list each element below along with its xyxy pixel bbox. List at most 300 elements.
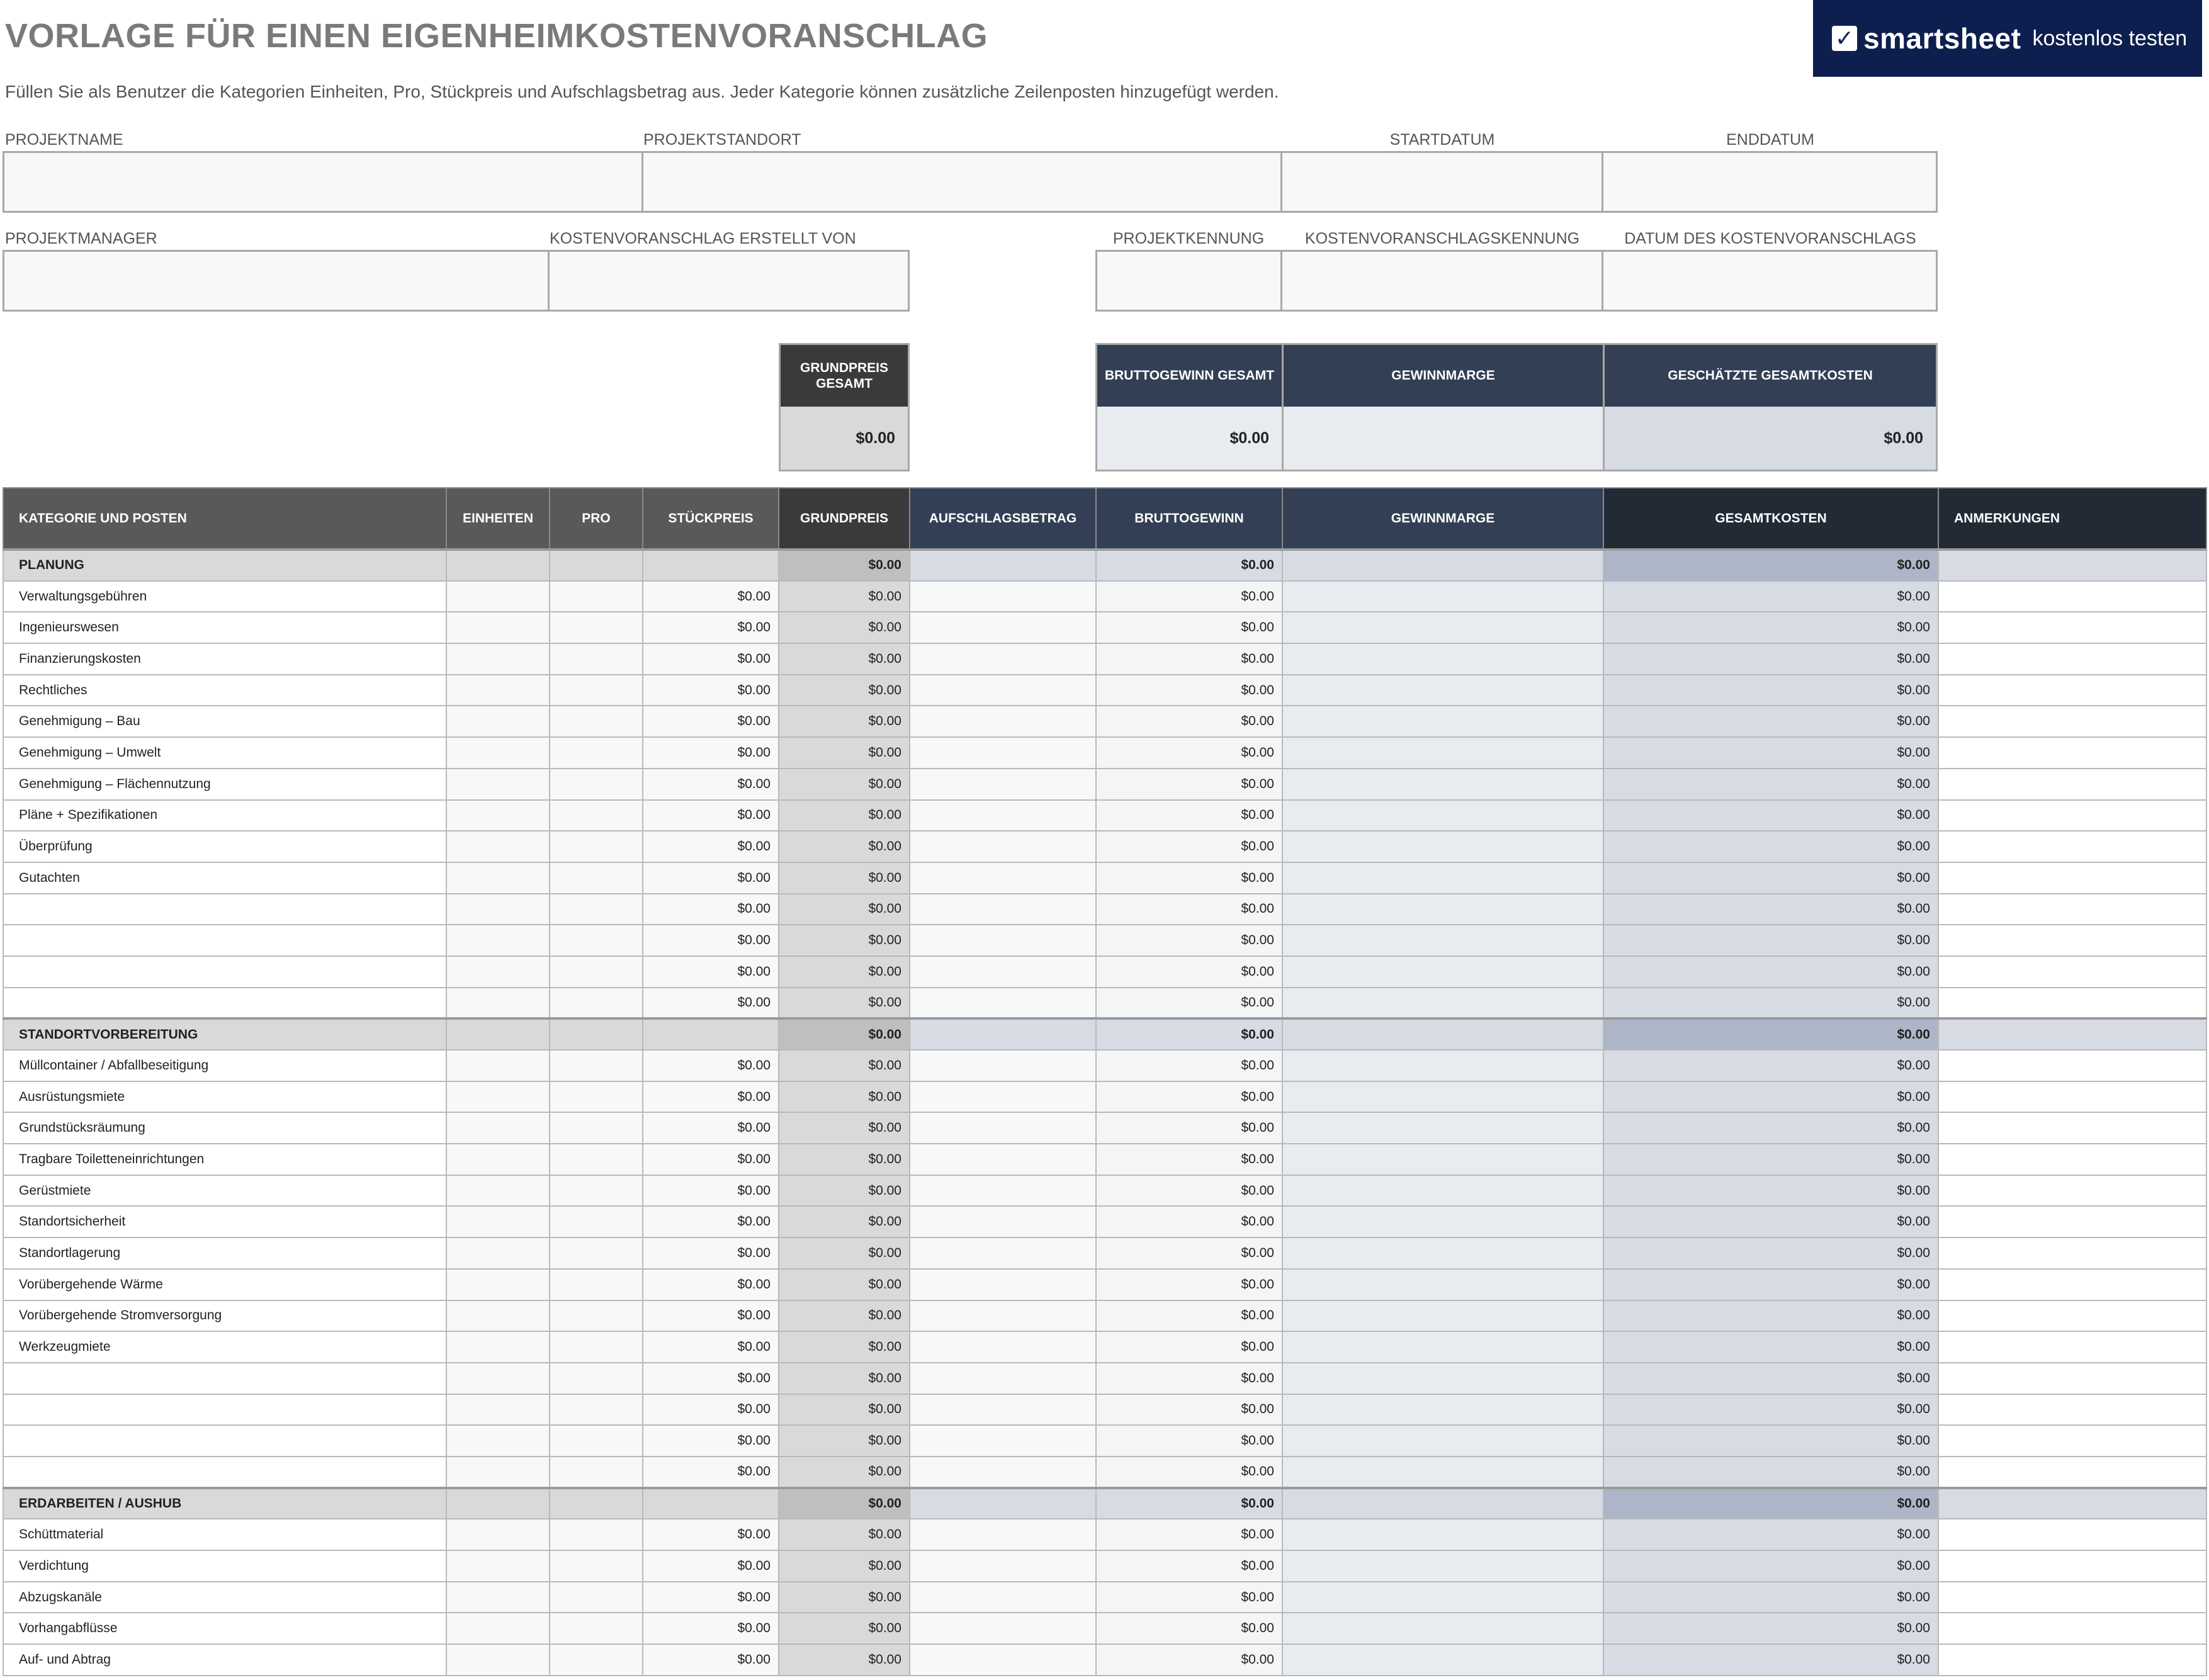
cell-grundpreis: $0.00 (779, 550, 910, 581)
cell-einheiten (446, 1018, 550, 1050)
cell-stueckpreis[interactable]: $0.00 (643, 737, 779, 769)
projektname-input[interactable] (3, 151, 643, 213)
cell-anmerkungen[interactable] (1938, 1457, 2206, 1488)
cell-pro[interactable] (550, 1144, 643, 1175)
cell-einheiten[interactable] (446, 1582, 550, 1613)
cell-anmerkungen[interactable] (1938, 1582, 2206, 1613)
cell-kategorie[interactable] (3, 1394, 446, 1426)
cell-einheiten[interactable] (446, 643, 550, 675)
cell-einheiten[interactable] (446, 1050, 550, 1081)
cell-anmerkungen (1938, 1488, 2206, 1519)
cell-pro[interactable] (550, 706, 643, 737)
cell-pro[interactable] (550, 1112, 643, 1144)
cell-gewinnmarge (1282, 988, 1603, 1019)
cell-stueckpreis[interactable]: $0.00 (643, 643, 779, 675)
cell-aufschlagsbetrag[interactable] (910, 862, 1096, 894)
cell-kategorie[interactable]: Verwaltungsgebühren (3, 581, 446, 612)
cell-stueckpreis[interactable]: $0.00 (643, 831, 779, 862)
cell-anmerkungen[interactable] (1938, 643, 2206, 675)
cell-bruttogewinn: $0.00 (1096, 1144, 1282, 1175)
cell-grundpreis: $0.00 (779, 1331, 910, 1363)
cell-pro[interactable] (550, 1457, 643, 1488)
cell-stueckpreis[interactable]: $0.00 (643, 1550, 779, 1582)
cell-anmerkungen[interactable] (1938, 1363, 2206, 1394)
cell-einheiten (446, 550, 550, 581)
cell-stueckpreis[interactable]: $0.00 (643, 612, 779, 643)
cell-pro[interactable] (550, 800, 643, 832)
cell-pro (550, 1018, 643, 1050)
cell-pro[interactable] (550, 1206, 643, 1237)
cell-kategorie[interactable]: Ausrüstungsmiete (3, 1081, 446, 1113)
cell-anmerkungen[interactable] (1938, 1613, 2206, 1644)
cell-bruttogewinn: $0.00 (1096, 1237, 1282, 1269)
cell-aufschlagsbetrag[interactable] (910, 1175, 1096, 1207)
cell-anmerkungen[interactable] (1938, 1081, 2206, 1113)
cell-grundpreis: $0.00 (779, 643, 910, 675)
cell-stueckpreis[interactable]: $0.00 (643, 1175, 779, 1207)
cell-pro[interactable] (550, 925, 643, 956)
cell-aufschlagsbetrag[interactable] (910, 1457, 1096, 1488)
cell-einheiten[interactable] (446, 1613, 550, 1644)
cell-grundpreis: $0.00 (779, 1300, 910, 1332)
cell-gesamtkosten: $0.00 (1603, 1457, 1938, 1488)
cell-anmerkungen[interactable] (1938, 831, 2206, 862)
cell-gesamtkosten: $0.00 (1603, 612, 1938, 643)
cell-pro[interactable] (550, 737, 643, 769)
datum-kostenvoranschlag-input[interactable] (1602, 250, 1938, 312)
cell-gewinnmarge (1282, 925, 1603, 956)
cell-aufschlagsbetrag[interactable] (910, 1613, 1096, 1644)
cell-aufschlagsbetrag[interactable] (910, 1206, 1096, 1237)
cell-kategorie[interactable]: Genehmigung – Flächennutzung (3, 769, 446, 800)
cell-stueckpreis[interactable]: $0.00 (643, 1582, 779, 1613)
table-row (3, 769, 2206, 800)
cell-kategorie[interactable]: Schüttmaterial (3, 1519, 446, 1550)
free-trial-link[interactable]: kostenlos testen (2032, 26, 2188, 50)
cell-stueckpreis[interactable]: $0.00 (643, 925, 779, 956)
cell-bruttogewinn: $0.00 (1096, 1269, 1282, 1300)
cell-gesamtkosten: $0.00 (1603, 1081, 1938, 1113)
cell-pro[interactable] (550, 1050, 643, 1081)
cell-kategorie[interactable]: Vorübergehende Wärme (3, 1269, 446, 1300)
cell-bruttogewinn: $0.00 (1096, 1644, 1282, 1676)
cell-gewinnmarge (1282, 1300, 1603, 1332)
cell-kategorie[interactable] (3, 925, 446, 956)
cell-aufschlagsbetrag[interactable] (910, 1550, 1096, 1582)
cell-gesamtkosten: $0.00 (1603, 925, 1938, 956)
cell-stueckpreis (643, 1488, 779, 1519)
cell-gesamtkosten: $0.00 (1603, 1394, 1938, 1426)
cell-pro[interactable] (550, 1300, 643, 1332)
cell-aufschlagsbetrag[interactable] (910, 956, 1096, 988)
cell-gesamtkosten: $0.00 (1603, 737, 1938, 769)
cell-pro[interactable] (550, 1425, 643, 1457)
table-row (3, 1644, 2206, 1676)
cell-anmerkungen[interactable] (1938, 1269, 2206, 1300)
cell-anmerkungen[interactable] (1938, 988, 2206, 1019)
cell-bruttogewinn: $0.00 (1096, 800, 1282, 832)
cell-bruttogewinn: $0.00 (1096, 988, 1282, 1019)
cell-einheiten[interactable] (446, 1175, 550, 1207)
cell-einheiten[interactable] (446, 1237, 550, 1269)
cell-gesamtkosten: $0.00 (1603, 581, 1938, 612)
cell-aufschlagsbetrag[interactable] (910, 800, 1096, 832)
cell-stueckpreis[interactable]: $0.00 (643, 894, 779, 925)
cell-anmerkungen[interactable] (1938, 1050, 2206, 1081)
cell-einheiten[interactable] (446, 1206, 550, 1237)
projektmanager-input[interactable] (3, 250, 550, 312)
instructions-text: Füllen Sie als Benutzer die Kategorien Einheiten, Pro, Stückpreis und Aufschlagsbetrag aus. Jeder Kategorie können zusätzliche Zeilenposten hinzugefügt werden. (5, 82, 1279, 101)
cell-bruttogewinn: $0.00 (1096, 1331, 1282, 1363)
summary-bruttogewinn-value: $0.00 (1097, 407, 1282, 470)
cell-pro[interactable] (550, 1519, 643, 1550)
cell-stueckpreis (643, 550, 779, 581)
cell-anmerkungen[interactable] (1938, 769, 2206, 800)
cell-gesamtkosten: $0.00 (1603, 1144, 1938, 1175)
cell-anmerkungen[interactable] (1938, 956, 2206, 988)
cell-aufschlagsbetrag (910, 550, 1096, 581)
cell-gesamtkosten: $0.00 (1603, 1488, 1938, 1519)
col-header-aufschlagsbetrag: AUFSCHLAGSBETRAG (910, 488, 1096, 550)
cell-gewinnmarge (1282, 1550, 1603, 1582)
label-projektname: PROJEKTNAME (5, 131, 123, 149)
cell-einheiten[interactable] (446, 1363, 550, 1394)
cell-stueckpreis[interactable]: $0.00 (643, 675, 779, 706)
cell-einheiten[interactable] (446, 1457, 550, 1488)
cell-stueckpreis[interactable]: $0.00 (643, 706, 779, 737)
cell-gewinnmarge (1282, 769, 1603, 800)
cell-anmerkungen[interactable] (1938, 1425, 2206, 1457)
cell-einheiten[interactable] (446, 737, 550, 769)
table-row (3, 1175, 2206, 1207)
cell-gesamtkosten: $0.00 (1603, 1331, 1938, 1363)
cell-pro[interactable] (550, 956, 643, 988)
cell-gesamtkosten: $0.00 (1603, 1206, 1938, 1237)
cell-pro[interactable] (550, 862, 643, 894)
table-row (3, 1081, 2206, 1113)
cell-grundpreis: $0.00 (779, 1582, 910, 1613)
cell-anmerkungen[interactable] (1938, 894, 2206, 925)
cell-stueckpreis[interactable]: $0.00 (643, 1206, 779, 1237)
summary-bruttogewinn (1097, 345, 1284, 470)
cell-einheiten[interactable] (446, 612, 550, 643)
cell-stueckpreis[interactable]: $0.00 (643, 1081, 779, 1113)
cell-aufschlagsbetrag[interactable] (910, 706, 1096, 737)
cell-kategorie[interactable]: Standortsicherheit (3, 1206, 446, 1237)
cell-einheiten[interactable] (446, 1300, 550, 1332)
cell-gewinnmarge (1282, 894, 1603, 925)
cell-anmerkungen[interactable] (1938, 1112, 2206, 1144)
cell-einheiten[interactable] (446, 831, 550, 862)
cell-einheiten[interactable] (446, 862, 550, 894)
cell-einheiten[interactable] (446, 1644, 550, 1676)
label-enddatum: ENDDATUM (1726, 131, 1814, 149)
cell-anmerkungen[interactable] (1938, 675, 2206, 706)
cell-pro[interactable] (550, 675, 643, 706)
cell-pro[interactable] (550, 1237, 643, 1269)
cell-anmerkungen[interactable] (1938, 1206, 2206, 1237)
cell-kategorie[interactable]: Finanzierungskosten (3, 643, 446, 675)
cell-einheiten[interactable] (446, 1269, 550, 1300)
summary-gewinnmarge-label: GEWINNMARGE (1284, 345, 1603, 407)
cell-stueckpreis[interactable]: $0.00 (643, 1644, 779, 1676)
cell-stueckpreis[interactable]: $0.00 (643, 862, 779, 894)
col-header-gesamtkosten: GESAMTKOSTEN (1603, 488, 1938, 550)
cell-pro[interactable] (550, 1394, 643, 1426)
cell-stueckpreis[interactable]: $0.00 (643, 1112, 779, 1144)
cell-kategorie[interactable]: Genehmigung – Bau (3, 706, 446, 737)
cell-pro[interactable] (550, 769, 643, 800)
cell-anmerkungen[interactable] (1938, 612, 2206, 643)
cell-bruttogewinn: $0.00 (1096, 862, 1282, 894)
cell-einheiten[interactable] (446, 1394, 550, 1426)
cell-einheiten[interactable] (446, 894, 550, 925)
table-row (3, 1519, 2206, 1550)
cell-anmerkungen[interactable] (1938, 1300, 2206, 1332)
cell-bruttogewinn: $0.00 (1096, 956, 1282, 988)
cell-anmerkungen[interactable] (1938, 1394, 2206, 1426)
col-header-pro: PRO (550, 488, 643, 550)
label-startdatum: STARTDATUM (1389, 131, 1495, 149)
cell-stueckpreis[interactable]: $0.00 (643, 1613, 779, 1644)
cell-stueckpreis[interactable]: $0.00 (643, 769, 779, 800)
cell-aufschlagsbetrag[interactable] (910, 1144, 1096, 1175)
cell-pro[interactable] (550, 612, 643, 643)
cell-pro[interactable] (550, 1550, 643, 1582)
cell-anmerkungen[interactable] (1938, 1550, 2206, 1582)
cell-pro (550, 1488, 643, 1519)
cell-stueckpreis[interactable]: $0.00 (643, 1144, 779, 1175)
cell-anmerkungen[interactable] (1938, 1144, 2206, 1175)
category-row (3, 1488, 2206, 1519)
cell-einheiten[interactable] (446, 1550, 550, 1582)
cell-pro[interactable] (550, 1363, 643, 1394)
erstellt-von-input[interactable] (548, 250, 910, 312)
cell-aufschlagsbetrag[interactable] (910, 643, 1096, 675)
label-projektmanager: PROJEKTMANAGER (5, 230, 157, 247)
startdatum-input[interactable] (1280, 151, 1603, 213)
cell-gewinnmarge (1282, 737, 1603, 769)
cell-einheiten[interactable] (446, 581, 550, 612)
cell-einheiten[interactable] (446, 675, 550, 706)
cell-aufschlagsbetrag[interactable] (910, 1363, 1096, 1394)
cell-gesamtkosten: $0.00 (1603, 831, 1938, 862)
smartsheet-banner[interactable] (1813, 0, 2202, 77)
cell-anmerkungen[interactable] (1938, 862, 2206, 894)
cell-kategorie[interactable] (3, 956, 446, 988)
table-row (3, 1331, 2206, 1363)
cell-aufschlagsbetrag[interactable] (910, 675, 1096, 706)
cell-einheiten[interactable] (446, 1425, 550, 1457)
table-row (3, 831, 2206, 862)
cell-stueckpreis[interactable]: $0.00 (643, 988, 779, 1019)
cell-aufschlagsbetrag[interactable] (910, 1644, 1096, 1676)
cell-gesamtkosten: $0.00 (1603, 956, 1938, 988)
cell-stueckpreis[interactable]: $0.00 (643, 1300, 779, 1332)
cell-einheiten[interactable] (446, 956, 550, 988)
cell-kategorie[interactable] (3, 894, 446, 925)
cell-gesamtkosten: $0.00 (1603, 1582, 1938, 1613)
cell-grundpreis: $0.00 (779, 956, 910, 988)
enddatum-input[interactable] (1602, 151, 1938, 213)
cell-einheiten[interactable] (446, 925, 550, 956)
cell-kategorie[interactable]: Überprüfung (3, 831, 446, 862)
table-row (3, 581, 2206, 612)
cell-einheiten[interactable] (446, 1331, 550, 1363)
cell-aufschlagsbetrag[interactable] (910, 1300, 1096, 1332)
cell-gewinnmarge (1282, 1050, 1603, 1081)
cell-kategorie[interactable]: Vorübergehende Stromversorgung (3, 1300, 446, 1332)
kostenvoranschlagskennung-input[interactable] (1280, 250, 1603, 312)
cell-kategorie[interactable] (3, 1363, 446, 1394)
cell-einheiten[interactable] (446, 800, 550, 832)
cell-kategorie[interactable]: Vorhangabflüsse (3, 1613, 446, 1644)
cell-stueckpreis[interactable]: $0.00 (643, 1457, 779, 1488)
cell-anmerkungen[interactable] (1938, 737, 2206, 769)
cell-gesamtkosten: $0.00 (1603, 675, 1938, 706)
cell-kategorie[interactable]: Müllcontainer / Abfallbeseitigung (3, 1050, 446, 1081)
cell-anmerkungen[interactable] (1938, 800, 2206, 832)
table-row (3, 1050, 2206, 1081)
cell-gewinnmarge (1282, 1175, 1603, 1207)
cell-gewinnmarge (1282, 1363, 1603, 1394)
cell-kategorie[interactable]: Werkzeugmiete (3, 1331, 446, 1363)
cell-pro[interactable] (550, 581, 643, 612)
cell-stueckpreis[interactable]: $0.00 (643, 1394, 779, 1426)
cell-anmerkungen[interactable] (1938, 1237, 2206, 1269)
cell-gewinnmarge (1282, 1488, 1603, 1519)
cell-aufschlagsbetrag[interactable] (910, 1112, 1096, 1144)
cell-stueckpreis[interactable]: $0.00 (643, 956, 779, 988)
projektkennung-input[interactable] (1095, 250, 1282, 312)
cell-aufschlagsbetrag[interactable] (910, 1425, 1096, 1457)
cell-pro[interactable] (550, 1644, 643, 1676)
cell-pro[interactable] (550, 1269, 643, 1300)
cell-pro[interactable] (550, 988, 643, 1019)
cell-anmerkungen[interactable] (1938, 1519, 2206, 1550)
cell-aufschlagsbetrag[interactable] (910, 1331, 1096, 1363)
cell-aufschlagsbetrag[interactable] (910, 988, 1096, 1019)
cell-kategorie[interactable]: Grundstücksräumung (3, 1112, 446, 1144)
cell-einheiten[interactable] (446, 1519, 550, 1550)
cell-aufschlagsbetrag[interactable] (910, 737, 1096, 769)
cell-gewinnmarge (1282, 550, 1603, 581)
cell-kategorie[interactable] (3, 1425, 446, 1457)
cell-aufschlagsbetrag[interactable] (910, 769, 1096, 800)
cell-aufschlagsbetrag[interactable] (910, 581, 1096, 612)
cell-pro[interactable] (550, 831, 643, 862)
cell-bruttogewinn: $0.00 (1096, 706, 1282, 737)
cell-stueckpreis[interactable]: $0.00 (643, 581, 779, 612)
cell-aufschlagsbetrag[interactable] (910, 1519, 1096, 1550)
cell-aufschlagsbetrag[interactable] (910, 1394, 1096, 1426)
cell-stueckpreis[interactable]: $0.00 (643, 800, 779, 832)
cell-pro[interactable] (550, 1613, 643, 1644)
cell-bruttogewinn: $0.00 (1096, 1363, 1282, 1394)
cell-grundpreis: $0.00 (779, 862, 910, 894)
cell-aufschlagsbetrag[interactable] (910, 1050, 1096, 1081)
cell-pro[interactable] (550, 1175, 643, 1207)
cell-einheiten[interactable] (446, 988, 550, 1019)
col-header-stueckpreis: STÜCKPREIS (643, 488, 779, 550)
cell-gewinnmarge (1282, 706, 1603, 737)
cell-aufschlagsbetrag[interactable] (910, 1237, 1096, 1269)
cell-kategorie[interactable]: Gutachten (3, 862, 446, 894)
cell-kategorie[interactable]: Pläne + Spezifikationen (3, 800, 446, 832)
cell-pro[interactable] (550, 1582, 643, 1613)
cell-anmerkungen[interactable] (1938, 1644, 2206, 1676)
projektstandort-input[interactable] (641, 151, 1282, 213)
cell-pro[interactable] (550, 643, 643, 675)
cell-gesamtkosten: $0.00 (1603, 862, 1938, 894)
cell-pro[interactable] (550, 894, 643, 925)
cell-stueckpreis[interactable]: $0.00 (643, 1425, 779, 1457)
cell-stueckpreis[interactable]: $0.00 (643, 1331, 779, 1363)
cell-aufschlagsbetrag[interactable] (910, 612, 1096, 643)
cell-einheiten[interactable] (446, 1144, 550, 1175)
cell-kategorie[interactable]: Abzugskanäle (3, 1582, 446, 1613)
cell-stueckpreis[interactable]: $0.00 (643, 1050, 779, 1081)
cell-gewinnmarge (1282, 1112, 1603, 1144)
cell-anmerkungen[interactable] (1938, 706, 2206, 737)
cell-einheiten[interactable] (446, 1112, 550, 1144)
table-row (3, 988, 2206, 1019)
cell-stueckpreis[interactable]: $0.00 (643, 1237, 779, 1269)
cell-einheiten[interactable] (446, 706, 550, 737)
cell-pro[interactable] (550, 1081, 643, 1113)
cell-kategorie[interactable]: Auf- und Abtrag (3, 1644, 446, 1676)
cell-gewinnmarge (1282, 1081, 1603, 1113)
cell-gesamtkosten: $0.00 (1603, 1237, 1938, 1269)
cell-anmerkungen[interactable] (1938, 581, 2206, 612)
cell-kategorie[interactable]: Standortlagerung (3, 1237, 446, 1269)
cell-stueckpreis[interactable]: $0.00 (643, 1269, 779, 1300)
summary-grundpreis-value: $0.00 (781, 407, 908, 470)
cell-grundpreis: $0.00 (779, 1519, 910, 1550)
cell-aufschlagsbetrag[interactable] (910, 925, 1096, 956)
cell-kategorie[interactable]: Rechtliches (3, 675, 446, 706)
cell-aufschlagsbetrag[interactable] (910, 831, 1096, 862)
cell-aufschlagsbetrag[interactable] (910, 894, 1096, 925)
cell-kategorie[interactable] (3, 988, 446, 1019)
cell-bruttogewinn: $0.00 (1096, 675, 1282, 706)
cell-anmerkungen[interactable] (1938, 925, 2206, 956)
cell-aufschlagsbetrag[interactable] (910, 1582, 1096, 1613)
cell-gewinnmarge (1282, 1331, 1603, 1363)
cell-bruttogewinn: $0.00 (1096, 1613, 1282, 1644)
cell-kategorie[interactable]: Ingenieurswesen (3, 612, 446, 643)
cell-stueckpreis[interactable]: $0.00 (643, 1363, 779, 1394)
cell-einheiten[interactable] (446, 1081, 550, 1113)
cell-grundpreis: $0.00 (779, 675, 910, 706)
cell-aufschlagsbetrag[interactable] (910, 1269, 1096, 1300)
cell-aufschlagsbetrag (910, 1488, 1096, 1519)
cell-bruttogewinn: $0.00 (1096, 1519, 1282, 1550)
cell-kategorie[interactable]: Tragbare Toiletteneinrichtungen (3, 1144, 446, 1175)
cell-anmerkungen[interactable] (1938, 1331, 2206, 1363)
cell-einheiten[interactable] (446, 769, 550, 800)
cell-kategorie[interactable]: Gerüstmiete (3, 1175, 446, 1207)
cell-aufschlagsbetrag[interactable] (910, 1081, 1096, 1113)
cell-pro[interactable] (550, 1331, 643, 1363)
cell-kategorie[interactable]: Verdichtung (3, 1550, 446, 1582)
cell-bruttogewinn: $0.00 (1096, 1394, 1282, 1426)
cell-stueckpreis[interactable]: $0.00 (643, 1519, 779, 1550)
cell-gesamtkosten: $0.00 (1603, 1175, 1938, 1207)
cell-anmerkungen[interactable] (1938, 1175, 2206, 1207)
cell-kategorie[interactable]: Genehmigung – Umwelt (3, 737, 446, 769)
cell-kategorie[interactable] (3, 1457, 446, 1488)
